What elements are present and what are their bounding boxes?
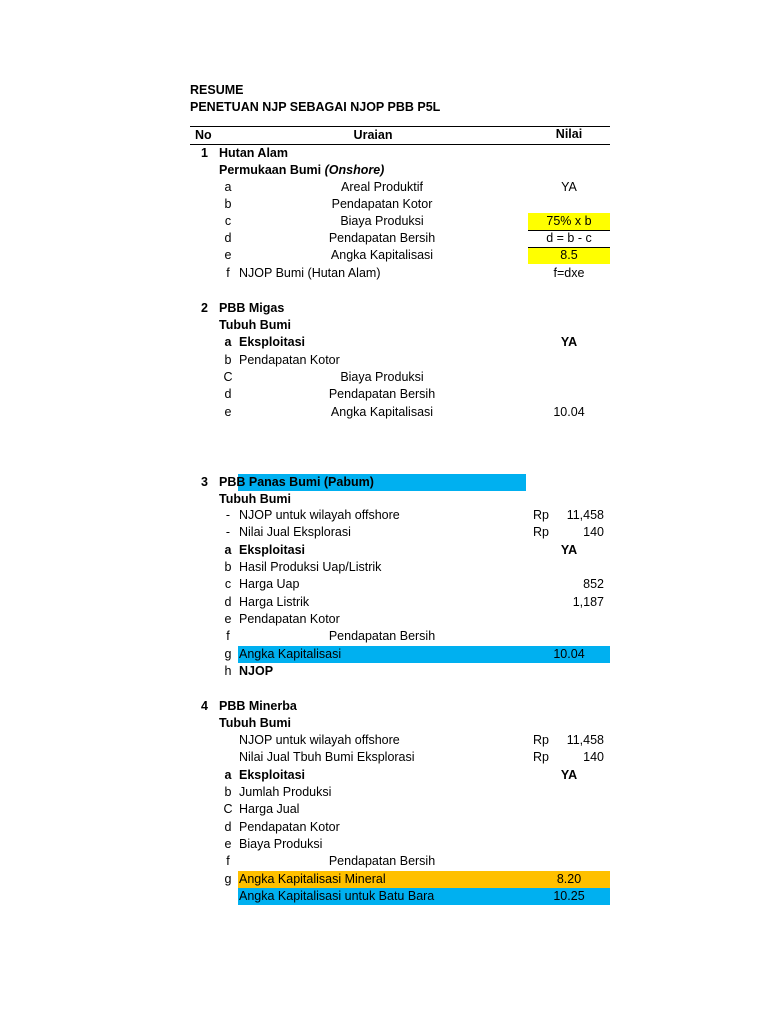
row-label: Hasil Produksi Uap/Listrik	[239, 560, 382, 574]
row-value: 10.04	[553, 647, 585, 661]
column-header-uraian: Uraian	[353, 128, 393, 142]
row-value: 10.25	[553, 889, 585, 903]
row-key: f	[226, 629, 230, 643]
row-label: Pendapatan Bersih	[328, 629, 436, 643]
row-key: g	[224, 647, 232, 661]
row-key: d	[224, 820, 232, 834]
row-label: Angka Kapitalisasi Mineral	[239, 872, 386, 886]
row-key: h	[224, 664, 232, 678]
row-value: 75% x b	[546, 214, 592, 228]
row-value: 8.20	[556, 872, 582, 886]
row-currency: Rp	[533, 750, 549, 764]
row-value: 140	[583, 750, 604, 764]
row-key: e	[224, 837, 232, 851]
row-value: 1,187	[572, 595, 604, 609]
row-key: d	[224, 595, 232, 609]
row-value: 8.5	[560, 248, 578, 262]
row-key: a	[224, 768, 232, 782]
row-label: Pendapatan Kotor	[331, 197, 433, 211]
row-value: 852	[583, 577, 604, 591]
row-label: Angka Kapitalisasi	[330, 405, 434, 419]
column-header-nilai: Nilai	[555, 127, 583, 141]
row-key: c	[224, 577, 232, 591]
row-key: b	[224, 560, 232, 574]
row-label: NJOP untuk wilayah offshore	[239, 733, 400, 747]
row-value: 10.04	[553, 405, 585, 419]
section-subtitle: Tubuh Bumi	[219, 318, 291, 332]
row-key: d	[224, 231, 232, 245]
row-label: Eksploitasi	[239, 543, 305, 557]
row-key: e	[224, 405, 232, 419]
section-subtitle: Tubuh Bumi	[219, 716, 291, 730]
row-key: a	[224, 335, 232, 349]
row-label: Pendapatan Kotor	[239, 353, 340, 367]
row-currency: Rp	[533, 733, 549, 747]
document-title: RESUME	[190, 83, 244, 97]
row-value: f=dxe	[553, 266, 585, 280]
row-key: d	[224, 387, 232, 401]
row-key: a	[224, 543, 232, 557]
row-key: C	[223, 802, 233, 816]
row-label: Pendapatan Bersih	[328, 231, 436, 245]
column-header-no: No	[195, 128, 212, 142]
row-key: f	[226, 854, 230, 868]
section-subtitle: Permukaan Bumi (Onshore)	[219, 163, 385, 177]
row-key: e	[224, 612, 232, 626]
row-key: b	[224, 353, 232, 367]
section-subtitle: Tubuh Bumi	[219, 492, 291, 506]
row-key: b	[224, 785, 232, 799]
row-currency: Rp	[533, 525, 549, 539]
section-number: 2	[201, 301, 208, 315]
row-label: Areal Produktif	[341, 180, 423, 194]
row-value: 11,458	[566, 733, 604, 747]
row-label: Jumlah Produksi	[239, 785, 332, 799]
row-key: C	[223, 370, 233, 384]
row-label: Eksploitasi	[239, 768, 305, 782]
row-key: c	[224, 214, 232, 228]
section-title: PBB Migas	[219, 301, 285, 315]
section-number: 3	[201, 475, 208, 489]
row-key: f	[226, 266, 230, 280]
row-label: Pendapatan Bersih	[328, 854, 436, 868]
row-label: Nilai Jual Tbuh Bumi Eksplorasi	[239, 750, 415, 764]
row-key: g	[224, 872, 232, 886]
row-label: Pendapatan Kotor	[239, 820, 340, 834]
row-label: Angka Kapitalisasi untuk Batu Bara	[239, 889, 435, 903]
row-label: Angka Kapitalisasi	[239, 647, 342, 661]
row-currency: Rp	[533, 508, 549, 522]
row-value: YA	[560, 543, 578, 557]
row-key: b	[224, 197, 232, 211]
row-value: YA	[561, 180, 577, 194]
row-key: -	[225, 525, 231, 539]
row-label: Biaya Produksi	[340, 370, 424, 384]
row-label: Nilai Jual Eksplorasi	[239, 525, 351, 539]
row-value: d = b - c	[546, 231, 592, 245]
row-label: Harga Uap	[239, 577, 300, 591]
row-label: Harga Listrik	[239, 595, 310, 609]
row-label: Harga Jual	[239, 802, 300, 816]
document-subtitle: PENETUAN NJP SEBAGAI NJOP PBB P5L	[190, 100, 441, 114]
row-value: 11,458	[566, 508, 604, 522]
row-label: NJOP untuk wilayah offshore	[239, 508, 400, 522]
row-label: Eksploitasi	[239, 335, 305, 349]
row-label: Pendapatan Kotor	[239, 612, 340, 626]
row-key: a	[224, 180, 232, 194]
row-key: e	[224, 248, 232, 262]
row-label: NJOP Bumi (Hutan Alam)	[239, 266, 381, 280]
row-label: Biaya Produksi	[239, 837, 323, 851]
row-label: Pendapatan Bersih	[328, 387, 436, 401]
row-key: -	[225, 508, 231, 522]
section-number: 1	[201, 146, 208, 160]
row-label: NJOP	[239, 664, 274, 678]
section-title: Hutan Alam	[219, 146, 288, 160]
row-value: YA	[560, 335, 578, 349]
row-label: Biaya Produksi	[340, 214, 424, 228]
section-title: PBB Panas Bumi (Pabum)	[219, 475, 374, 489]
section-title: PBB Minerba	[219, 699, 297, 713]
section-number: 4	[201, 699, 208, 713]
row-label: Angka Kapitalisasi	[330, 248, 434, 262]
row-value: 140	[583, 525, 604, 539]
row-value: YA	[560, 768, 578, 782]
